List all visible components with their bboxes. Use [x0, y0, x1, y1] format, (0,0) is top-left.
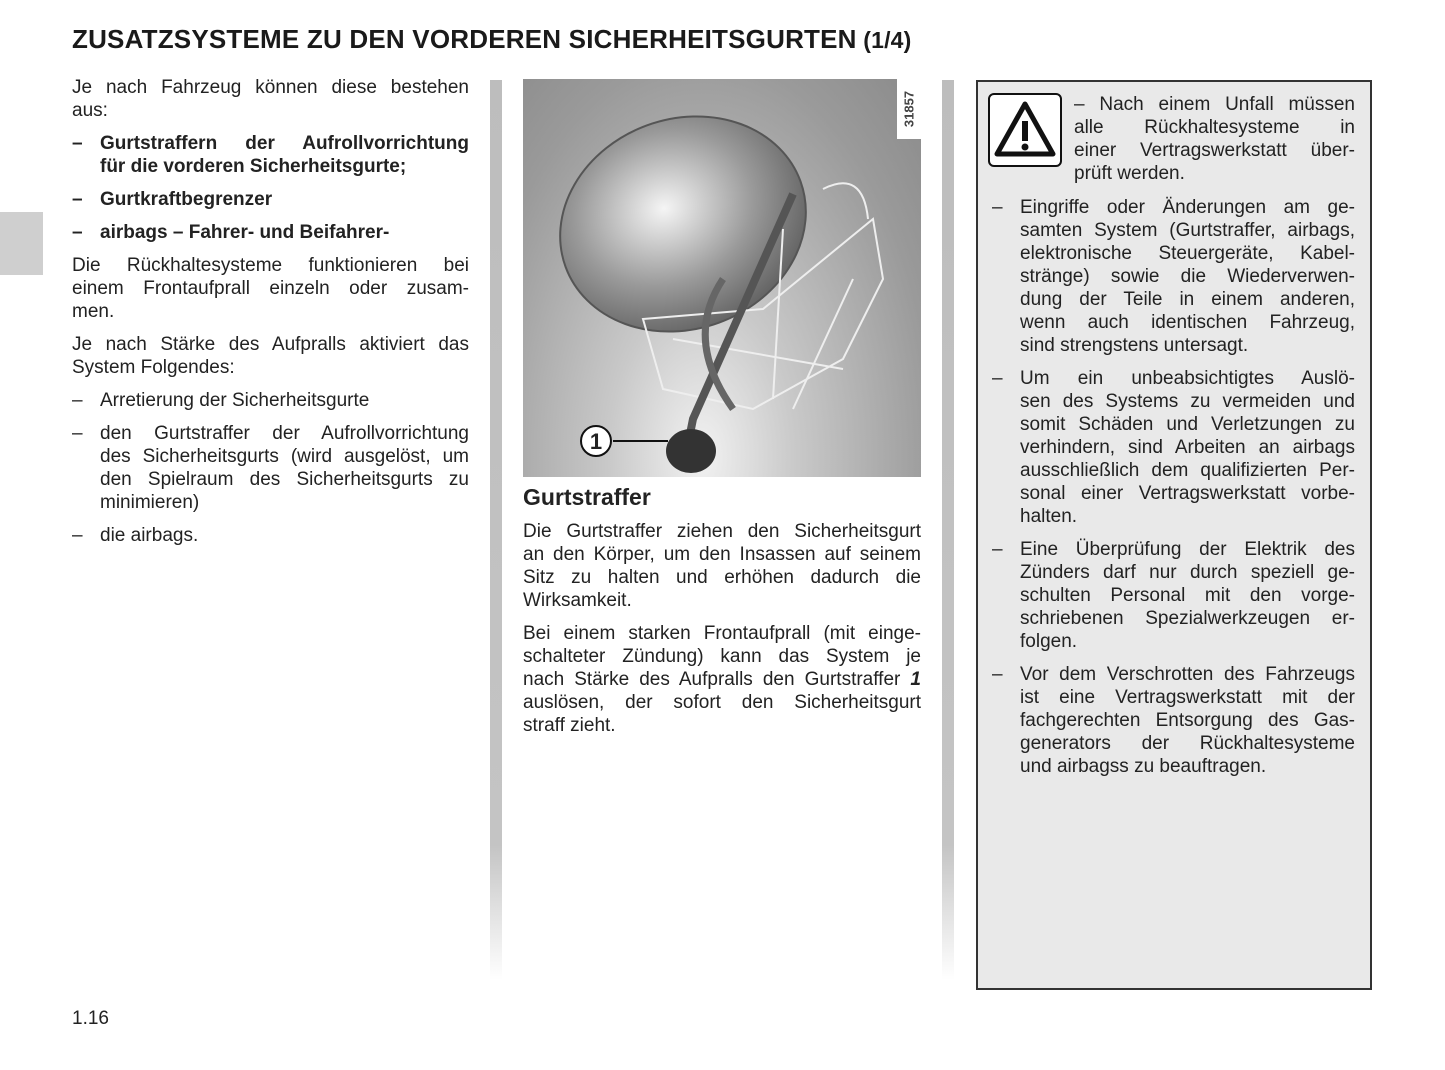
- paragraph: [72, 333, 469, 379]
- list-item: [992, 367, 1355, 528]
- text-line: und airbagss zu beauftragen.: [1020, 756, 1267, 777]
- dash-bullet: –: [992, 664, 1003, 685]
- text-line: auslösen, der sofort den Sicherheitsgurt: [523, 692, 921, 713]
- text-line: Um ein unbeabsichtigtes Auslö-: [1020, 368, 1355, 389]
- list-item: [72, 188, 469, 211]
- dash-bullet: –: [992, 539, 1003, 560]
- text-line: Eine Überprüfung der Elektrik des: [1020, 539, 1355, 560]
- text-line: men.: [72, 301, 115, 322]
- airbag-seat-drawing: [523, 79, 921, 477]
- dash-bullet: –: [72, 222, 83, 243]
- text-line: verhindern, sind Arbeiten an airbags: [1020, 437, 1355, 458]
- list-item: [72, 422, 469, 514]
- column-divider: [490, 80, 502, 980]
- figure-number: [897, 79, 921, 139]
- gurtstraffer-column: [523, 520, 921, 747]
- text-line: sonal einer Vertragswerkstatt vorbe-: [1020, 483, 1355, 504]
- warning-first-note: [1074, 93, 1355, 185]
- text-line: Vor dem Verschrotten des Fahrzeugs: [1020, 664, 1355, 685]
- page-title: [72, 24, 912, 55]
- text-line: – Nach einem Unfall müssen: [1074, 94, 1355, 115]
- list-item: [992, 538, 1355, 653]
- text-line: samten System (Gurtstraffer, airbags,: [1020, 220, 1355, 241]
- text-line: dung der Teile in einem anderen,: [1020, 289, 1355, 310]
- dash-bullet: –: [72, 390, 83, 411]
- list-item: [992, 196, 1355, 357]
- text-line: Je nach Stärke des Aufpralls aktiviert das: [72, 334, 469, 355]
- text-line: einem Frontaufprall einzeln oder zusam-: [72, 278, 469, 299]
- list-item: [72, 524, 469, 547]
- paragraph: [523, 520, 921, 612]
- callout-label: 1: [589, 429, 603, 454]
- text-line: elektronische Steuergeräte, Kabel-: [1020, 243, 1355, 264]
- text-line: Die Gurtstraffer ziehen den Sicherheitsgurt: [523, 521, 921, 542]
- text-line: des Sicherheitsgurts (wird ausgelöst, um: [100, 446, 469, 467]
- text-line: minimieren): [100, 492, 200, 513]
- text-line: Gurtstraffern der Aufrollvorrichtung: [100, 133, 469, 154]
- text-line: alle Rückhaltesysteme in: [1074, 117, 1355, 138]
- text-line: Gurtkraftbegrenzer: [100, 189, 273, 210]
- text-line: Eingriffe oder Änderungen am ge-: [1020, 197, 1355, 218]
- text-line: straff zieht.: [523, 715, 616, 736]
- text-line: Zünders darf nur durch speziell ge-: [1020, 562, 1355, 583]
- section-heading: Gurtstraffer: [523, 484, 651, 510]
- paragraph: [72, 76, 469, 122]
- text-line: ist eine Vertragswerkstatt mit der: [1020, 687, 1355, 708]
- dash-bullet: –: [992, 368, 1003, 389]
- text-line: Die Rückhaltesysteme funktionieren bei: [72, 255, 469, 276]
- text-line: schulten Personal mit den vorge-: [1020, 585, 1355, 606]
- dash-bullet: –: [72, 189, 83, 210]
- text-line: System Folgendes:: [72, 357, 235, 378]
- text-line: schalteter Zündung) kann das System je: [523, 646, 921, 667]
- warning-list: [992, 196, 1355, 788]
- text-line: nach Stärke des Aufpralls den Gurtstraffer 1: [523, 669, 921, 690]
- text-line: den Spielraum des Sicherheitsgurts zu: [100, 469, 469, 490]
- text-line: einer Vertragswerkstatt über-: [1074, 140, 1355, 161]
- text-line: Je nach Fahrzeug können diese bestehen: [72, 77, 469, 98]
- text-line: wenn auch identischen Fahrzeug,: [1020, 312, 1355, 333]
- list-item: [72, 132, 469, 178]
- list-item: [72, 389, 469, 412]
- text-line: prüft werden.: [1074, 163, 1185, 184]
- text-line: airbags – Fahrer- und Beifahrer-: [100, 222, 390, 243]
- text-line: generators der Rückhaltesysteme: [1020, 733, 1355, 754]
- text-line: schriebenen Spezialwerkzeugen er-: [1020, 608, 1355, 629]
- text-line: halten.: [1020, 506, 1078, 527]
- dash-bullet: –: [72, 133, 83, 154]
- text-line: die airbags.: [100, 525, 199, 546]
- section-tab-marker: [0, 212, 43, 275]
- column-divider: [942, 80, 954, 980]
- dash-bullet: –: [72, 525, 83, 546]
- list-item: [72, 221, 469, 244]
- intro-column: [72, 76, 469, 557]
- text-line: Sitz zu halten und erhöhen dadurch die: [523, 567, 921, 588]
- text-line: an den Körper, um den Insassen auf seinem: [523, 544, 921, 565]
- text-line: Bei einem starken Frontaufprall (mit einge-: [523, 623, 921, 644]
- text-line: somit Schäden und Verletzungen zu: [1020, 414, 1355, 435]
- paragraph: [72, 254, 469, 323]
- text-line: fachgerechten Entsorgung des Gas-: [1020, 710, 1355, 731]
- seat-belt-illustration: [523, 79, 921, 477]
- page-number: 1.16: [72, 1008, 109, 1029]
- text-line: sen des Systems zu vermeiden und: [1020, 391, 1355, 412]
- text-line: stränge) sowie die Wiederverwen-: [1020, 266, 1355, 287]
- warning-triangle-icon: [988, 93, 1062, 167]
- dash-bullet: –: [72, 423, 83, 444]
- text-line: aus:: [72, 100, 108, 121]
- text-line: sind strengstens untersagt.: [1020, 335, 1249, 356]
- text-line: für die vorderen Sicherheitsgurte;: [100, 156, 407, 177]
- dash-bullet: –: [992, 197, 1003, 218]
- text-line: Wirksamkeit.: [523, 590, 632, 611]
- title-page-indicator: (1/4): [856, 27, 912, 53]
- text-line: ausschließlich dem qualifizierten Per-: [1020, 460, 1355, 481]
- text-line: Arretierung der Sicherheitsgurte: [100, 390, 370, 411]
- figure-number-text: 31857: [901, 90, 917, 128]
- list-item: [992, 663, 1355, 778]
- text-line: folgen.: [1020, 631, 1078, 652]
- text-line: den Gurtstraffer der Aufrollvorrichtung: [100, 423, 469, 444]
- paragraph: [523, 622, 921, 737]
- title-main: ZUSATZSYSTEME ZU DEN VORDEREN SICHERHEITSGURTEN: [72, 24, 857, 54]
